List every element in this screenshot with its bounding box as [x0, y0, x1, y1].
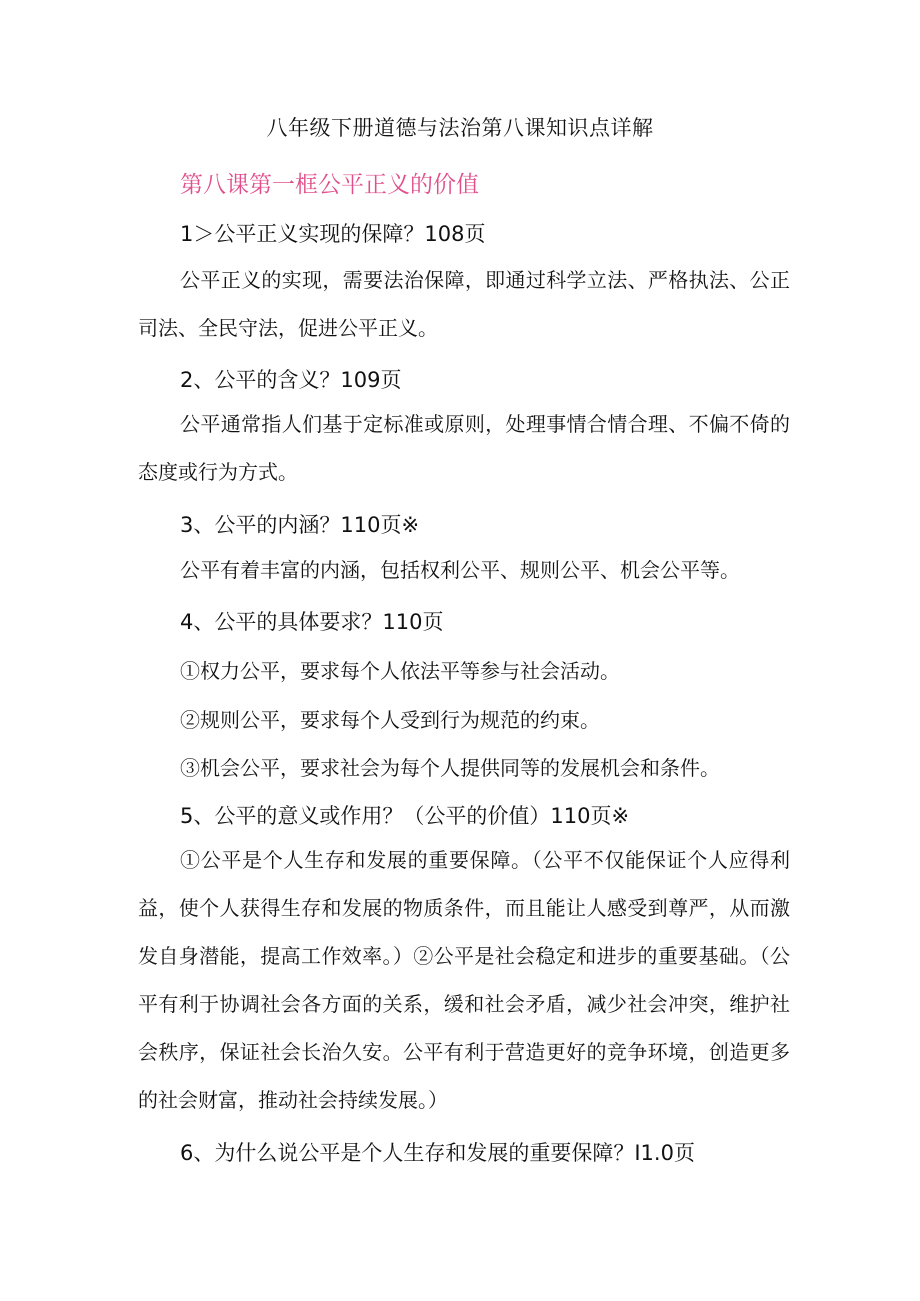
- question-4: 4、公平的具体要求？110页: [180, 610, 444, 634]
- question-2: 2、公平的含义？109页: [180, 368, 402, 392]
- answer-1: 公平正义的实现，需要法治保障，即通过科学立法、严格执法、公正司法、全民守法，促进公平正义。: [138, 268, 790, 340]
- question-6: 6、为什么说公平是个人生存和发展的重要保障？I1.0页: [180, 1141, 695, 1165]
- list-item-opportunity-fairness: ③机会公平，要求社会为每个人提供同等的发展机会和条件。: [180, 756, 720, 780]
- question-5: 5、公平的意义或作用？（公平的价值）110页※: [180, 804, 630, 828]
- answer-2: 公平通常指人们基于定标准或原则，处理事情合情合理、不偏不倚的态度或行为方式。: [138, 412, 790, 484]
- section-title: 第八课第一框公平正义的价值: [180, 172, 479, 198]
- question-1: 1＞公平正义实现的保障？108页: [180, 222, 486, 246]
- question-3: 3、公平的内涵？110页※: [180, 513, 420, 537]
- document-title: 八年级下册道德与法治第八课知识点详解: [266, 116, 654, 140]
- answer-3: 公平有着丰富的内涵，包括权利公平、规则公平、机会公平等。: [180, 558, 740, 582]
- list-item-power-fairness: ①权力公平，要求每个人依法平等参与社会活动。: [180, 659, 620, 683]
- list-item-rule-fairness: ②规则公平，要求每个人受到行为规范的约束。: [180, 708, 600, 732]
- answer-5: ①公平是个人生存和发展的重要保障。（公平不仅能保证个人应得利益，使个人获得生存和发展的物质条件，而且能让人感受到尊严，从而激发自身潜能，提高工作效率。）②公平是社会稳定和进步的重要基础。（公平有利于协调社会各方面的关系，缓和社会矛盾，减少社会冲突，维护社会秩序，保证社会长治久安。公平有利于营造更好的竞争环境，创造更多的社会财富，推动社会持续发展。）: [138, 848, 790, 1112]
